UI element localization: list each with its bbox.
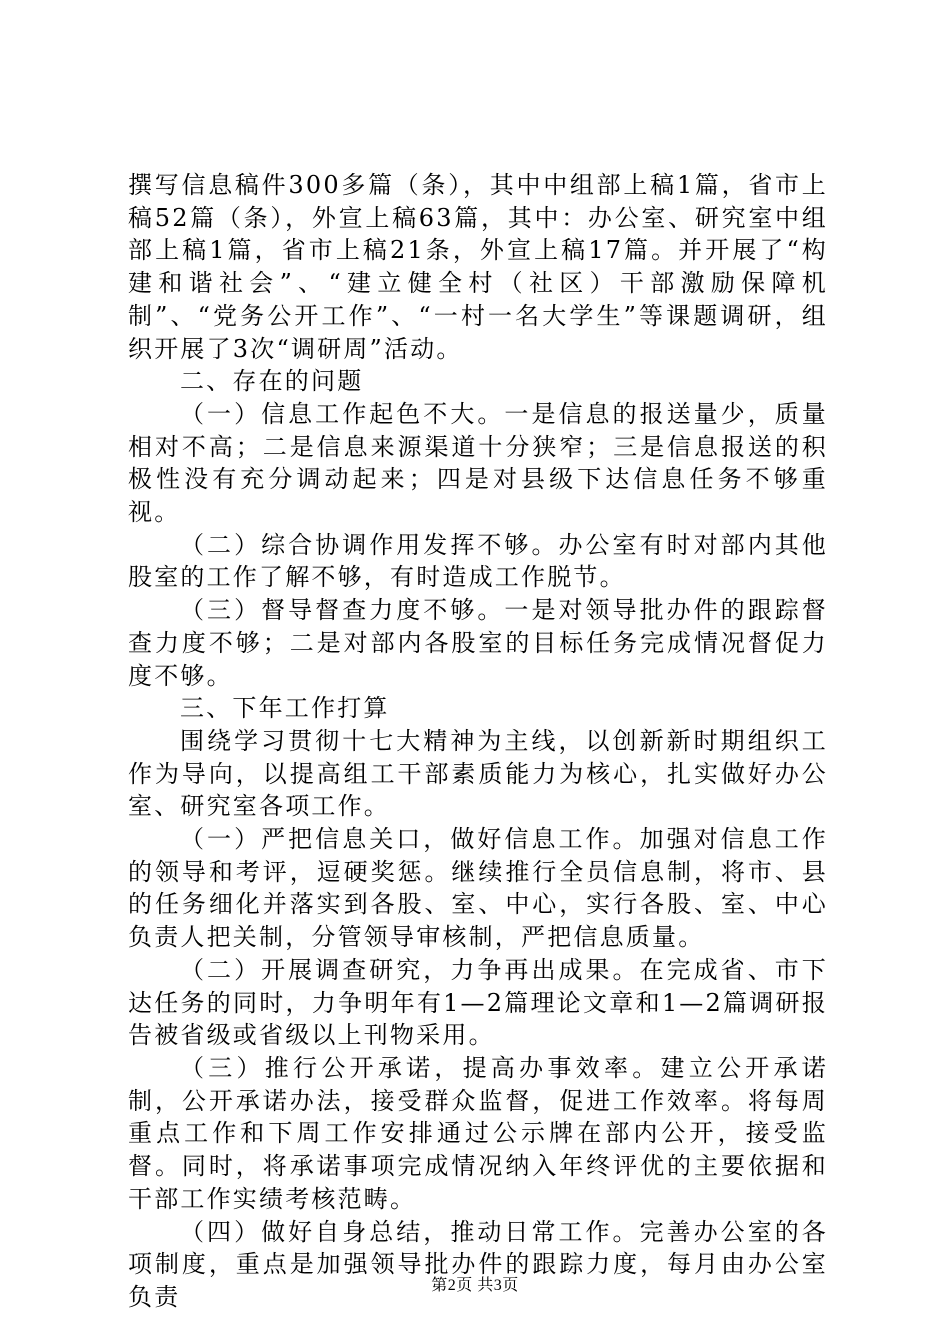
paragraph-plan-3: （三）推行公开承诺，提高办事效率。建立公开承诺制，公开承诺办法，接受群众监督，促进工作效率。将每周重点工作和下周工作安排通过公示牌在部内公开，接受监督。同时，将承诺事项完成情况纳入年终评优的主要依据和干部工作实绩考核范畴。 [128,1053,828,1213]
page-footer: 第2页 共3页 [431,1277,519,1294]
section-heading-problems: 二、存在的问题 [180,367,364,396]
paragraph-continued: 撰写信息稿件300多篇（条），其中中组部上稿1篇，省市上稿52篇（条），外宣上稿63篇，其中：办公室、研究室中组部上稿1篇，省市上稿21条，外宣上稿17篇。并开展了“构建和谐社会”、“建立健全村（社区）干部激励保障机制”、“党务公开工作”、“一村一名大学生”等课题调研，组织开展了3次“调研周”活动。 [128,171,828,363]
paragraph-problem-1: （一）信息工作起色不大。一是信息的报送量少，质量相对不高；二是信息来源渠道十分狭窄；三是信息报送的积极性没有充分调动起来；四是对县级下达信息任务不够重视。 [128,399,828,527]
paragraph-problem-2: （二）综合协调作用发挥不够。办公室有时对部内其他股室的工作了解不够，有时造成工作脱节。 [128,530,828,592]
paragraph-plan-intro: 围绕学习贯彻十七大精神为主线，以创新新时期组织工作为导向，以提高组工干部素质能力为核心，扎实做好办公室、研究室各项工作。 [128,726,828,821]
section-heading-plans: 三、下年工作打算 [180,694,390,723]
paragraph-problem-3: （三）督导督查力度不够。一是对领导批办件的跟踪督查力度不够；二是对部内各股室的目标任务完成情况督促力度不够。 [128,596,828,690]
body-text [128,169,828,1314]
paragraph-plan-1: （一）严把信息关口，做好信息工作。加强对信息工作的领导和考评，逗硬奖惩。继续推行全员信息制，将市、县的任务细化并落实到各股、室、中心，实行各股、室、中心负责人把关制，分管领导审核制，严把信息质量。 [128,825,828,952]
paragraph-plan-4: （四）做好自身总结，推动日常工作。完善办公室的各项制度，重点是加强领导批办件的跟踪力度，每月由办公室负责 [128,1217,828,1311]
paragraph-plan-2: （二）开展调查研究，力争再出成果。在完成省、市下达任务的同时，力争明年有1—2篇理论文章和1—2篇调研报告被省级或省级以上刊物采用。 [128,955,828,1050]
